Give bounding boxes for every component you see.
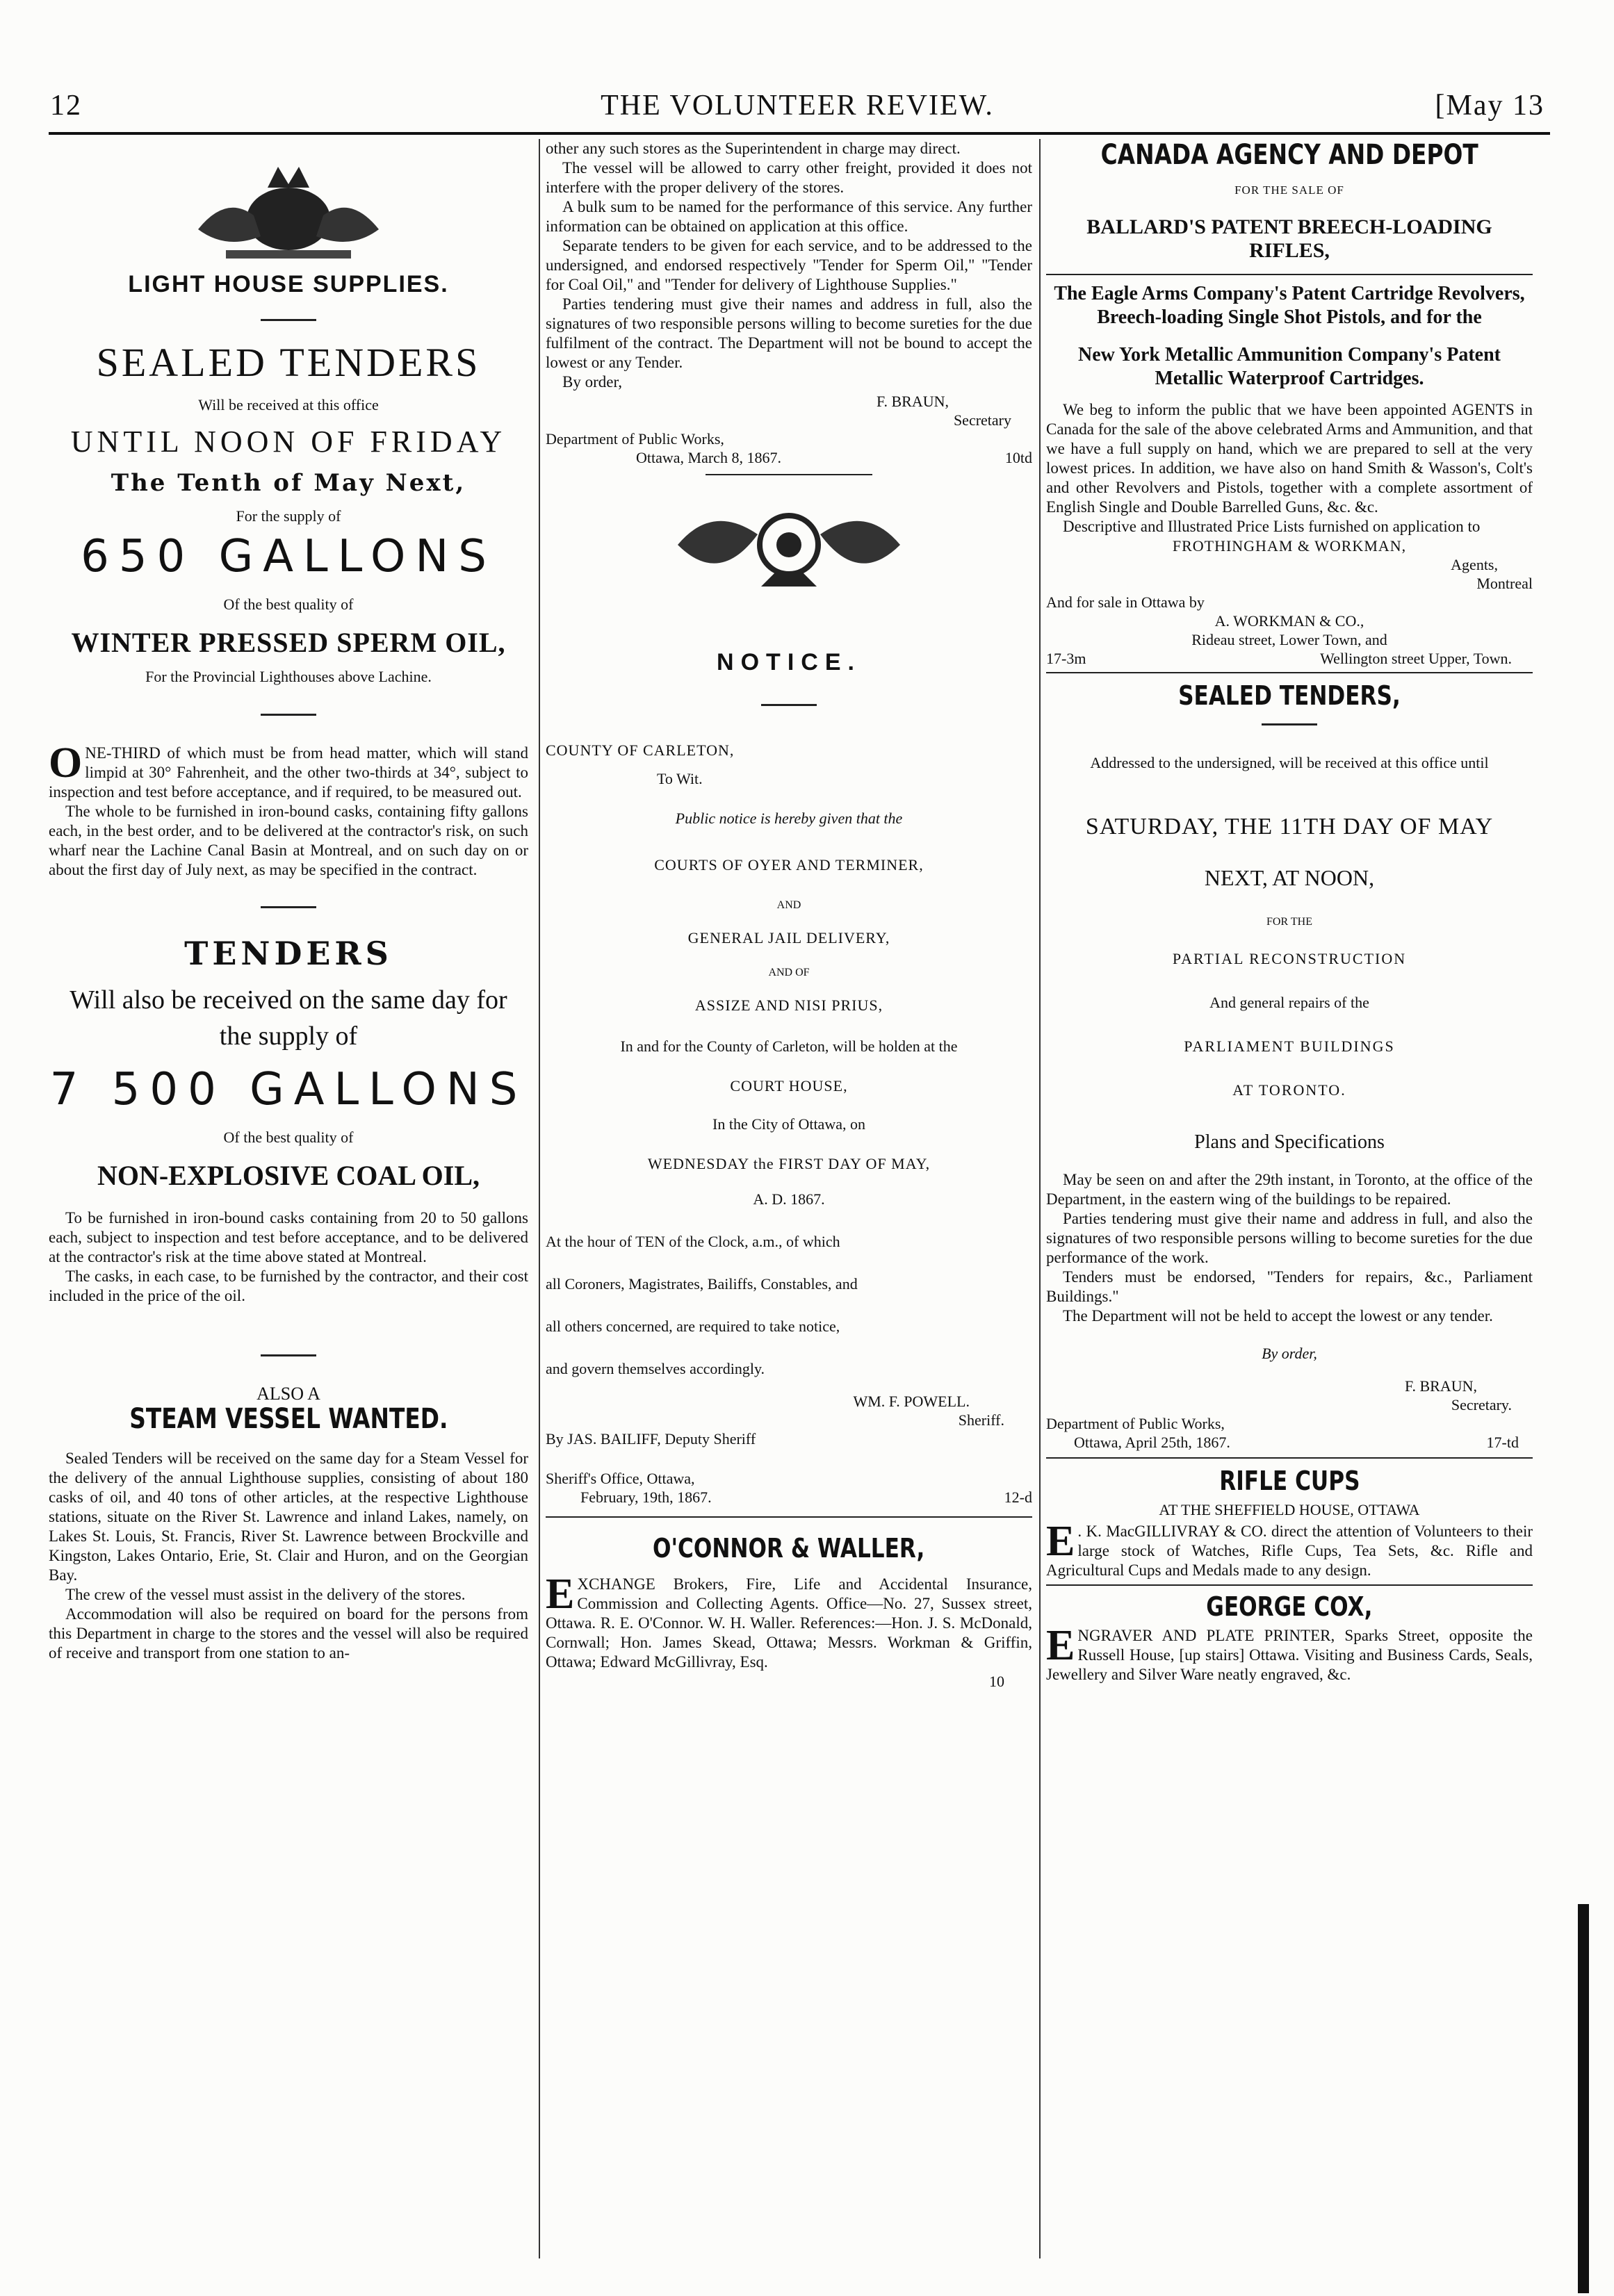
dept-date-3: Ottawa, April 25th, 1867.: [1074, 1434, 1230, 1451]
coroners-line: all Coroners, Magistrates, Bailiffs, Constables, and: [546, 1275, 858, 1293]
agents: Agents,: [1451, 556, 1498, 573]
page-header: [50, 89, 1544, 128]
received-text: Will be received at this office: [198, 396, 379, 413]
best-quality-2: Of the best quality of: [223, 1129, 354, 1146]
to-wit: To Wit.: [657, 770, 703, 787]
powell-signature: WM. F. POWELL.: [853, 1393, 970, 1410]
vessel-paragraph: The vessel will be allowed to carry other freight, provided it does not interfere with the proper delivery of the stores.: [546, 159, 1032, 196]
frothingham: FROTHINGHAM & WORKMAN,: [1172, 537, 1407, 555]
eagle-arms: The Eagle Arms Company's Patent Cartridge Revolvers, Breech-loading Single Shot Pistols, and for the: [1054, 283, 1525, 328]
oconnor-heading: O'CONNOR & WALLER,: [653, 1533, 925, 1564]
rideau: Rideau street, Lower Town, and: [1191, 631, 1387, 648]
engraver-paragraph: ENGRAVER AND PLATE PRINTER, Sparks Street, opposite the Russell House, [up stairs] Ottawa. Visiting and Business Cards, Seals, Jewellery and Silver Ware neatly engraved, &c.: [1046, 1622, 1533, 1683]
scan-edge-bar: [1578, 1904, 1589, 2293]
workman: A. WORKMAN & CO.,: [1214, 612, 1364, 630]
gallons-7500: 7 500 GALLONS: [49, 1064, 528, 1115]
furnished-paragraph: To be furnished in iron-bound casks containing from 20 to 50 gallons each, subject to inspection and test before acceptance, and to be delivered at the contractor's risk at the time above stated at Montreal.: [49, 1209, 528, 1265]
whole-paragraph: The whole to be furnished in iron-bound casks, containing fifty gallons each, in the best order, and to be delivered at the contractor's risk, on such wharf near the Lachine Canal Basin at Montreal, and on such day on or about the first day of July next, as may be specified in the contract.: [49, 803, 528, 878]
casks-paragraph: The casks, in each case, to be furnished by the contractor, and their cost included in the price of the oil.: [49, 1268, 528, 1304]
one-third-paragraph: ONE-THIRD of which must be from head matter, which will stand limpid at 30° Fahrenheit, and the other two-thirds at 34°, subject to inspection and test before acceptance, and if required, to be measured out.: [49, 739, 528, 801]
ottawa-sale: And for sale in Ottawa by: [1046, 593, 1205, 611]
parties-3: Parties tendering must give their name and address in full, and also the signatures of two responsible persons willing to become sureties for the due performance of the work.: [1046, 1210, 1533, 1266]
sealed-tenders-title: SEALED TENDERS: [96, 340, 481, 385]
hour-line: At the hour of TEN of the Clock, a.m., of which: [546, 1233, 840, 1250]
steam-vessel-heading: STEAM VESSEL WANTED.: [129, 1403, 448, 1435]
tenders-heading: TENDERS: [184, 935, 393, 972]
court-house: COURT HOUSE,: [730, 1077, 848, 1094]
feb-date: February, 19th, 1867.: [580, 1489, 712, 1506]
parties-paragraph: Parties tendering must give their names and address in full, also the signatures of two responsible persons willing to become sureties for the due fulfilment of the contract. The Department will not be bound to accept the lowest or any Tender.: [546, 295, 1032, 371]
separate-paragraph: Separate tenders to be given for each service, and to be addressed to the undersigned, and endorsed respectively "Tender for Sperm Oil," "Tender for Coal Oil," and "Tender for delivery of Lighthouse Supplies.": [546, 237, 1032, 293]
ad-line: A. D. 1867.: [753, 1190, 825, 1208]
by-order: By order,: [562, 373, 622, 391]
crew-paragraph: The crew of the vessel must assist in the delivery of the stores.: [65, 1586, 466, 1603]
best-quality-1: Of the best quality of: [223, 596, 354, 613]
county-held: In and for the County of Carleton, will be holden at the: [620, 1038, 958, 1055]
signer-name: F. BRAUN,: [877, 393, 949, 410]
signer-title-3: Secretary.: [1451, 1396, 1512, 1413]
macgillivray-paragraph: E . K. MacGILLIVRAY & CO. direct the attention of Volunteers to their large stock of Watches, Rifle Cups, Tea Sets, &c. Rifle and Agricultural Cups and Medals made to any design.: [1046, 1518, 1533, 1579]
column-divider-2: [1039, 139, 1041, 2258]
jail-line: GENERAL JAIL DELIVERY,: [687, 929, 890, 946]
sheriff-title: Sheriff.: [958, 1411, 1004, 1429]
next-noon: NEXT, AT NOON,: [1204, 865, 1375, 890]
by-order-3: By order,: [1262, 1345, 1317, 1362]
exchange-paragraph: EXCHANGE Brokers, Fire, Life and Accidental Insurance, Commission and Collecting Agents. Office—No. 27, Sussex street, Ottawa. R. E. O'Connor. W. H. Waller. References:—Hon. J. S. McDonald, Cornwall; Hon. James Skead, Ottawa; Messrs. Workman & Griffin, Ottawa; Edward McGillivray, Esq.: [546, 1571, 1032, 1671]
column-2: [546, 139, 1032, 2279]
descriptive-paragraph: Descriptive and Illustrated Price Lists furnished on application to: [1063, 518, 1481, 535]
royal-arms-emblem: [49, 153, 528, 271]
new-york-metallic: New York Metallic Ammunition Company's Patent Metallic Waterproof Cartridges.: [1078, 344, 1501, 389]
provincial-lighthouses: For the Provincial Lighthouses above Lachine.: [145, 668, 432, 685]
code-17: 17-3m: [1046, 650, 1086, 667]
signer-title: Secretary: [953, 411, 1011, 429]
issue-date: [May 13: [1435, 90, 1544, 122]
feb-code: 12-d: [1004, 1489, 1032, 1506]
gallons-650: 650 GALLONS: [81, 531, 496, 582]
for-the: FOR THE: [1266, 916, 1312, 928]
courts-line: COURTS OF OYER AND TERMINER,: [654, 856, 924, 874]
accommodation-paragraph: Accommodation will also be required on board for the persons from this Department in charge to the stores and the vessel will also be required of receive and transport from one station to an-: [49, 1605, 528, 1662]
may-be-seen: May be seen on and after the 29th instant, in Toronto, at the office of the Department, in the eastern wing of the buildings to be repaired.: [1046, 1171, 1533, 1208]
dept-code: 10td: [1004, 449, 1032, 466]
newspaper-title: THE VOLUNTEER REVIEW.: [601, 90, 994, 122]
general-repairs: And general repairs of the: [1209, 994, 1369, 1011]
and-line: AND: [776, 899, 801, 911]
sheffield-house: AT THE SHEFFIELD HOUSE, OTTAWA: [1159, 1501, 1420, 1518]
not-held: The Department will not be held to accept the lowest or any tender.: [1063, 1307, 1493, 1325]
header-rule: [49, 132, 1550, 135]
city-line: In the City of Ottawa, on: [712, 1115, 865, 1133]
addressed: Addressed to the undersigned, will be received at this office until: [1090, 754, 1489, 771]
signer-3: F. BRAUN,: [1405, 1377, 1477, 1395]
dept-3: Department of Public Works,: [1046, 1415, 1225, 1432]
column-1: [49, 139, 528, 2279]
assize-line: ASSIZE AND NISI PRIUS,: [694, 997, 883, 1014]
notice-heading: NOTICE.: [717, 649, 861, 675]
non-explosive-oil: NON-EXPLOSIVE COAL OIL,: [97, 1160, 480, 1191]
govern-line: and govern themselves accordingly.: [546, 1360, 765, 1377]
page-number: 12: [50, 90, 82, 122]
saturday-line: SATURDAY, THE 11TH DAY OF MAY: [1085, 814, 1494, 839]
montreal: Montreal: [1476, 575, 1533, 592]
bulk-paragraph: A bulk sum to be named for the performance of this service. Any further information can be obtained on application at this office.: [546, 198, 1032, 235]
also-a: ALSO A: [256, 1384, 320, 1404]
dept-date: Ottawa, March 8, 1867.: [636, 449, 781, 466]
dept-code-3: 17-td: [1486, 1434, 1519, 1451]
column-divider-1: [539, 139, 540, 2258]
for-supply-text: For the supply of: [236, 507, 341, 525]
endorsed: Tenders must be endorsed, "Tenders for repairs, &c., Parliament Buildings.": [1046, 1268, 1533, 1305]
parliament-buildings: PARLIAMENT BUILDINGS: [1184, 1038, 1395, 1055]
crest-ornament: [546, 496, 1032, 600]
rifle-cups: RIFLE CUPS: [1218, 1466, 1360, 1496]
others-line: all others concerned, are required to take notice,: [546, 1318, 840, 1335]
and-of-line: AND OF: [768, 967, 810, 978]
plans-specs: Plans and Specifications: [1194, 1131, 1385, 1153]
dept-line: Department of Public Works,: [546, 430, 724, 448]
ballard-rifles: BALLARD'S PATENT BREECH-LOADING RIFLES,: [1086, 215, 1492, 262]
tenth-of-may: The Tenth of May Next,: [111, 469, 466, 497]
column-3: [1046, 139, 1533, 2279]
lighthouse-heading: LIGHT HOUSE SUPPLIES.: [128, 271, 449, 297]
public-notice: Public notice is hereby given that the: [675, 810, 903, 827]
for-sale-of: FOR THE SALE OF: [1234, 183, 1344, 197]
also-same-day: Will also be received on the same day for the supply of: [70, 985, 507, 1051]
agency-heading: CANADA AGENCY AND DEPOT: [1100, 139, 1478, 171]
at-toronto: AT TORONTO.: [1232, 1081, 1346, 1099]
george-cox: GEORGE COX,: [1206, 1591, 1373, 1622]
county-line: COUNTY OF CARLETON,: [546, 741, 735, 759]
wednesday-line: WEDNESDAY the FIRST DAY OF MAY,: [647, 1155, 931, 1172]
until-noon: UNTIL NOON OF FRIDAY: [70, 425, 507, 459]
steam-paragraph: Sealed Tenders will be received on the same day for a Steam Vessel for the delivery of the annual Lighthouse supplies, consisting of about 180 casks of oil, and 40 tons of other articles, at the respective Lighthouse stations, situate on the River St. Lawrence and inland Lakes, namely, on Lakes St. Louis, St. Francis, River St. Lawrence between Brockville and Kingston, Lakes Ontario, Erie, St. Clair and Huron, and on the Georgian Bay.: [49, 1450, 528, 1584]
sealed-tenders-3: SEALED TENDERS,: [1178, 680, 1401, 711]
partial-reconstruction: PARTIAL RECONSTRUCTION: [1172, 950, 1407, 967]
wellington: Wellington street Upper, Town.: [1320, 650, 1512, 667]
winter-sperm-oil: WINTER PRESSED SPERM OIL,: [71, 627, 506, 658]
continued-text: other any such stores as the Superintendent in charge may direct.: [546, 140, 961, 157]
sheriffs-office: Sheriff's Office, Ottawa,: [546, 1470, 695, 1487]
we-beg-paragraph: We beg to inform the public that we have been appointed AGENTS in Canada for the sale of the above celebrated Arms and Ammunition, and that we have a full supply on hand, which we are prepared to sell at the very lowest prices. In addition, we have also on hand Smith & Wasson's, Colt's and other Revolvers and Pistols, together with a complete assortment of English Single and Double Barrelled Guns, &c. &c.: [1046, 401, 1533, 516]
exchange-code: 10: [989, 1673, 1004, 1690]
bailiff-line: By JAS. BAILIFF, Deputy Sheriff: [546, 1430, 756, 1448]
